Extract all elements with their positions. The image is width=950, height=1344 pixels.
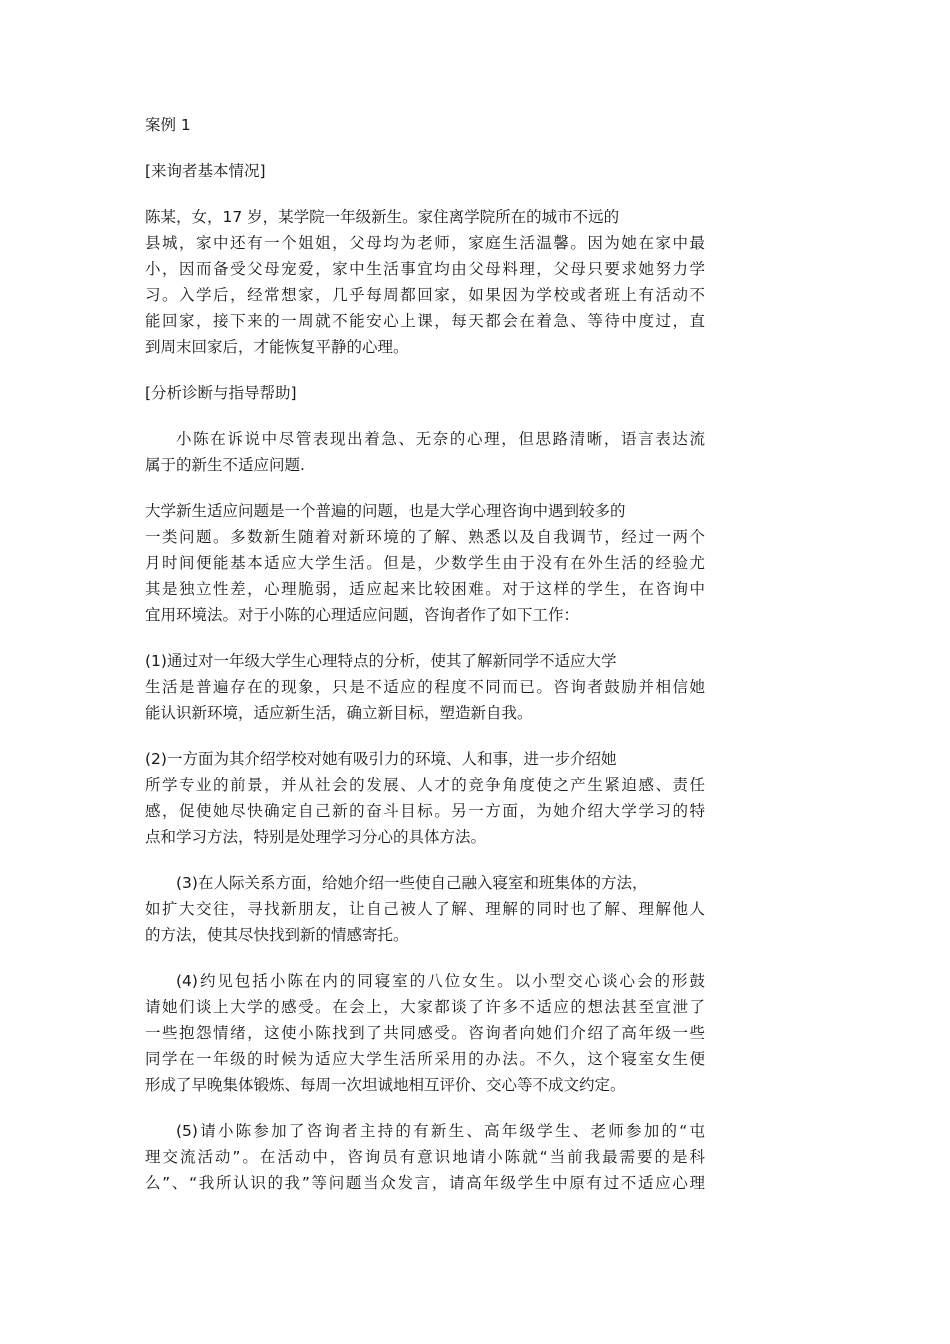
text-line: 习。入学后，经常想家，几乎每周都回家，如果因为学校或者班上有活动不 <box>145 286 705 304</box>
text-line: (2)一方面为其介绍学校对她有吸引力的环境、人和事，进一步介绍她 <box>145 750 617 768</box>
text-line: 其是独立性差，心理脆弱，适应起来比较困难。对于这样的学生，在咨询中 <box>145 580 705 598</box>
text-line: 小陈在诉说中尽管表现出着急、无奈的心理，但思路清晰，语言表达流 <box>176 430 705 448</box>
text-line: 的方法，使其尽快找到新的情感寄托。 <box>145 926 409 944</box>
text-line: 一类问题。多数新生随着对新环境的了解、熟悉以及自我调节，经过一两个 <box>145 528 705 546</box>
text-line: 点和学习方法，特别是处理学习分心的具体方法。 <box>145 828 487 846</box>
text-line: 所学专业的前景，并从社会的发展、人才的竞争角度使之产生紧迫感、责任 <box>145 776 705 794</box>
paragraph-step-4 <box>145 968 705 1098</box>
text-line: 到周末回家后，才能恢复平静的心理。 <box>145 338 409 356</box>
paragraph-step-5 <box>145 1118 705 1196</box>
text-line: 能回家，接下来的一周就不能安心上课，每天都会在着急、等待中度过，直 <box>145 312 705 330</box>
paragraph-basic-info <box>145 204 705 360</box>
text-line: 同学在一年级的时候为适应大学生活所采用的办法。不久，这个寝室女生便 <box>145 1050 705 1068</box>
document-title: 案例 1 <box>145 116 191 134</box>
text-line: 小，因而备受父母宠爱，家中生活事宜均由父母料理，父母只要求她努力学 <box>145 260 705 278</box>
text-line: 请她们谈上大学的感受。在会上，大家都谈了许多不适应的想法甚至宣泄了 <box>145 998 705 1016</box>
text-line: (1)通过对一年级大学生心理特点的分析，使其了解新同学不适应大学 <box>145 652 617 670</box>
paragraph-adaptation-problem <box>145 498 705 628</box>
text-line: 生活是普遍存在的现象，只是不适应的程度不同而已。咨询者鼓励并相信她 <box>145 678 705 696</box>
paragraph-analysis-intro <box>145 426 705 478</box>
text-line: 属于的新生不适应问题. <box>145 456 305 474</box>
text-line: 能认识新环境，适应新生活，确立新目标，塑造新自我。 <box>145 704 533 722</box>
text-line: 陈某，女，17 岁，某学院一年级新生。家住离学院所在的城市不远的 <box>145 208 620 226</box>
text-line: 感，促使她尽快确定自己新的奋斗目标。另一方面，为她介绍大学学习的特 <box>145 802 705 820</box>
section-heading-analysis: [分析诊断与指导帮助] <box>145 384 297 402</box>
text-line: 一些抱怨情绪，这使小陈找到了共同感受。咨询者向她们介绍了高年级一些 <box>145 1024 705 1042</box>
text-line: 县城，家中还有一个姐姐，父母均为老师，家庭生活温馨。因为她在家中最 <box>145 234 705 252</box>
paragraph-step-2 <box>145 746 705 850</box>
document-page <box>145 112 705 1216</box>
section-heading-basic-info: [来询者基本情况] <box>145 162 266 180</box>
text-line: 理交流活动”。在活动中，咨询员有意识地请小陈就“当前我最需要的是科 <box>145 1148 705 1166</box>
text-line: (4)约见包括小陈在内的同寝室的八位女生。以小型交心谈心会的形鼓 <box>176 972 705 990</box>
text-line: 大学新生适应问题是一个普遍的问题，也是大学心理咨询中遇到较多的 <box>145 502 626 520</box>
text-line: (5)请小陈参加了咨询者主持的有新生、高年级学生、老师参加的“屯 <box>176 1122 705 1140</box>
paragraph-step-3 <box>145 870 705 948</box>
paragraph-step-1 <box>145 648 705 726</box>
text-line: 形成了早晚集体锻炼、每周一次坦诚地相互评价、交心等不成文约定。 <box>145 1076 626 1094</box>
text-line: 宜用环境法。对于小陈的心理适应问题，咨询者作了如下工作： <box>145 606 580 624</box>
text-line: 如扩大交往，寻找新朋友，让自己被人了解、理解的同时也了解、理解他人 <box>145 900 705 918</box>
text-line: 月时间便能基本适应大学生活。但是，少数学生由于没有在外生活的经验尤 <box>145 554 705 572</box>
text-line: 么”、“我所认识的我”等问题当众发言，请高年级学生中原有过不适应心理 <box>145 1174 705 1192</box>
text-line: (3)在人际关系方面，给她介绍一些使自己融入寝室和班集体的方法， <box>176 874 648 892</box>
